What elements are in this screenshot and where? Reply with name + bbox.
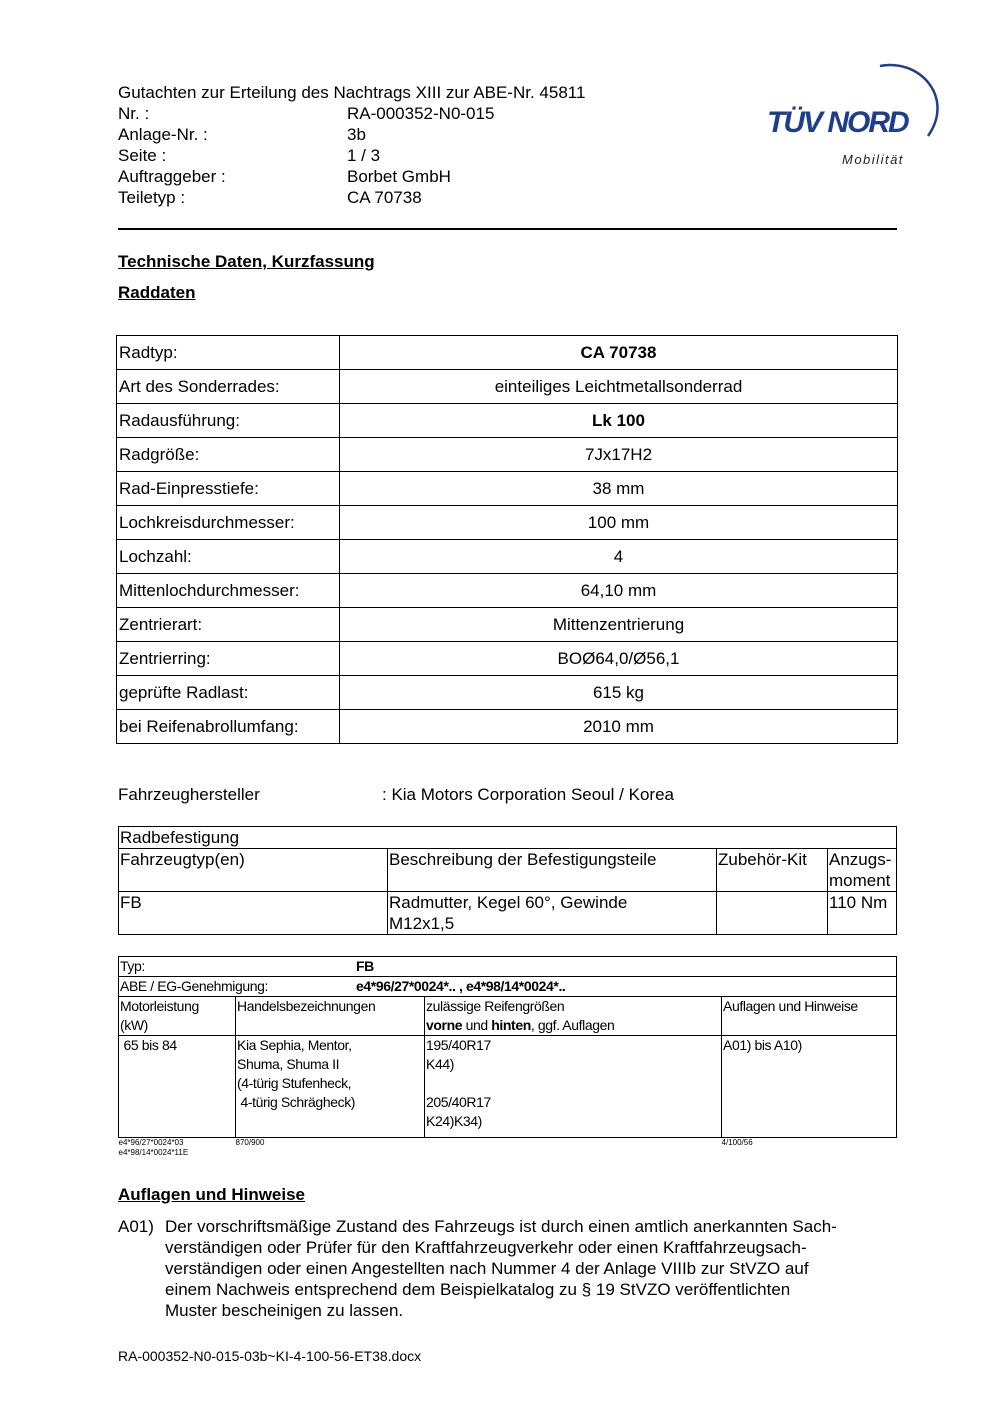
table-row: Rad-Einpresstiefe: 38 mm bbox=[117, 472, 898, 506]
table-row: bei Reifenabrollumfang: 2010 mm bbox=[117, 710, 898, 744]
table-row: Zentrierring: BOØ64,0/Ø56,1 bbox=[117, 642, 898, 676]
wheel-fastening-table bbox=[118, 826, 897, 935]
subsection-title: Raddaten bbox=[118, 283, 196, 302]
manufacturer-label: Fahrzeughersteller bbox=[118, 785, 260, 804]
header-row-seite: Seite : 1 / 3 bbox=[118, 146, 381, 165]
header-row-auftraggeber: Auftraggeber : Borbet GmbH bbox=[118, 167, 451, 186]
table-row: Fahrzeugtyp(en) Beschreibung der Befestigungsteile Zubehör-Kit Anzugs- moment bbox=[119, 849, 897, 892]
header-row-teiletyp: Teiletyp : CA 70738 bbox=[118, 188, 422, 207]
tuev-nord-logo bbox=[760, 58, 940, 173]
table-row: Radtyp: CA 70738 bbox=[117, 336, 898, 370]
section-title: Technische Daten, Kurzfassung bbox=[118, 252, 375, 271]
notes-title: Auflagen und Hinweise bbox=[118, 1185, 306, 1204]
table-row: Lochkreisdurchmesser: 100 mm bbox=[117, 506, 898, 540]
logo-text: TÜV NORD bbox=[767, 106, 908, 139]
header-row-nr: Nr. : RA-000352-N0-015 bbox=[118, 104, 495, 123]
table-row: Zentrierart: Mittenzentrierung bbox=[117, 608, 898, 642]
table-row: Lochzahl: 4 bbox=[117, 540, 898, 574]
footer-filename: RA-000352-N0-015-03b~KI-4-100-56-ET38.docx bbox=[118, 1348, 422, 1364]
vehicle-type-table: Typ: FB ABE / EG-Genehmigung: e4*96/27*0024*.. , e4*98/14*0024*.. Motorleistung (kW) Handelsbezeichnungen zulässige Reifengrößen vorne und hinten, ggf. Auflagen Auflagen und Hinweise 65 bis 84 Kia Sephia, Mentor, Shuma, Shuma II (4-türig Stufenheck, 4-türig Schrägheck) 195/40R17 K44) 205/40R17 K24)K34) A01) bis A10) e4*96/27*0024*03 e4*98/14*0024*11E 870/900 4/100/56 bbox=[118, 956, 897, 1158]
table-row: 65 bis 84 Kia Sephia, Mentor, Shuma, Shuma II (4-türig Stufenheck, 4-türig Schrägheck) 195/40R17 K44) 205/40R17 K24)K34) A01) bis A10) bbox=[119, 1036, 897, 1138]
header-row-anlage: Anlage-Nr. : 3b bbox=[118, 125, 366, 144]
table-row: FB Radmutter, Kegel 60°, Gewinde M12x1,5 110 Nm bbox=[119, 892, 897, 935]
wheel-data-table bbox=[116, 335, 898, 744]
logo-subtitle: Mobilität bbox=[842, 152, 904, 167]
table-row: geprüfte Radlast: 615 kg bbox=[117, 676, 898, 710]
table-row: Radausführung: Lk 100 bbox=[117, 404, 898, 438]
document-header bbox=[118, 82, 585, 208]
table-row: Mittenlochdurchmesser: 64,10 mm bbox=[117, 574, 898, 608]
table-row: Radgröße: 7Jx17H2 bbox=[117, 438, 898, 472]
note-text: Der vorschriftsmäßige Zustand des Fahrzeugs ist durch einen amtlich anerkannten Sach- verständigen oder Prüfer für den Kraftfahrzeugverkehr oder einen Kraftfahrzeugsach- verständigen oder einen Angestellten nach Nummer 4 der Anlage VIIIb zur StVZO auf einem Nachweis entsprechend dem Beispielkatalog zu § 19 StVZO veröffentlichten Muster bescheinigen zu lassen. bbox=[165, 1217, 837, 1320]
header-divider bbox=[118, 228, 897, 230]
manufacturer-value: : Kia Motors Corporation Seoul / Korea bbox=[382, 785, 674, 804]
table-row: Art des Sonderrades: einteiliges Leichtmetallsonderrad bbox=[117, 370, 898, 404]
manufacturer-line bbox=[118, 785, 674, 805]
table-row: Typ: FB bbox=[119, 957, 897, 977]
table-row: Motorleistung (kW) Handelsbezeichnungen zulässige Reifengrößen vorne und hinten, ggf. Auflagen Auflagen und Hinweise bbox=[119, 997, 897, 1036]
table-row: Radbefestigung bbox=[119, 827, 897, 849]
note-code: A01) bbox=[118, 1217, 154, 1236]
note-a01 bbox=[118, 1216, 898, 1321]
document-title: Gutachten zur Erteilung des Nachtrags XIII zur ABE-Nr. 45811 bbox=[118, 83, 586, 102]
table-row: ABE / EG-Genehmigung: e4*96/27*0024*.. , e4*98/14*0024*.. bbox=[119, 977, 897, 997]
